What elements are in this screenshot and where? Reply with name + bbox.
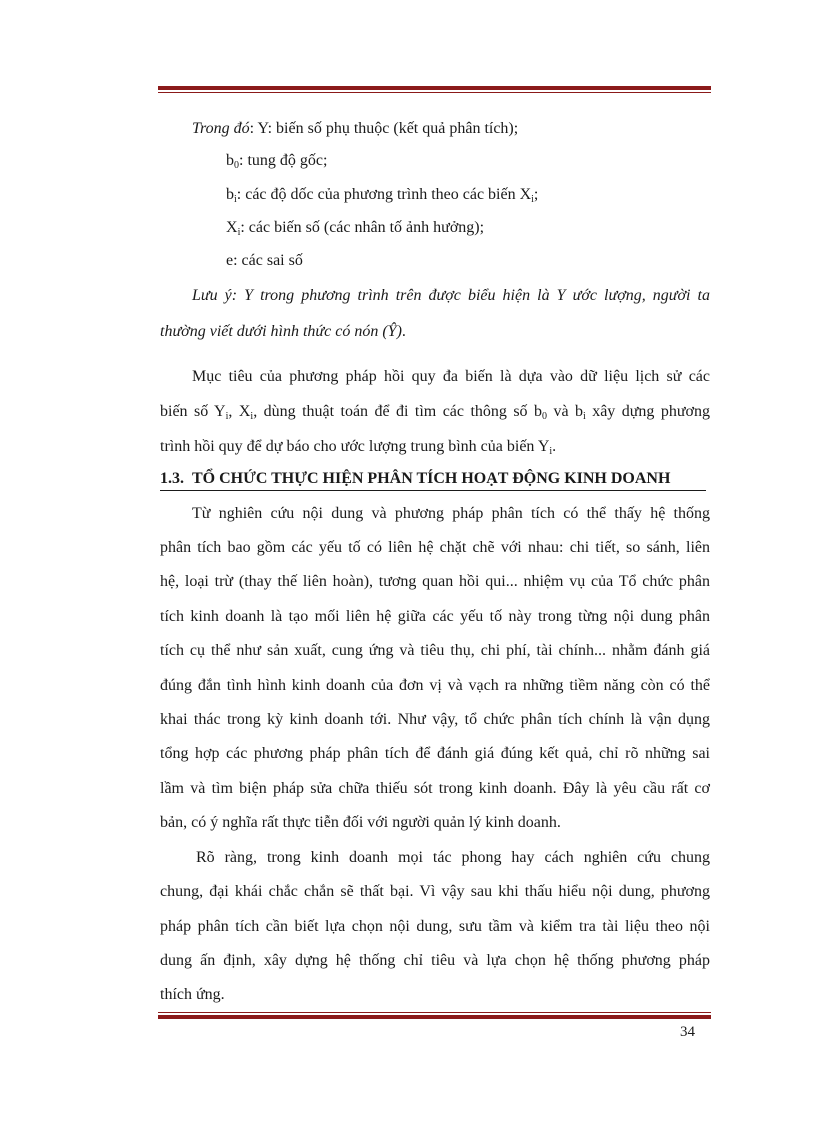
paragraph-2-line: tích cụ thể như sản xuất, cung ứng và tiêu thụ, chi phí, tài chính... nhằm đánh giá — [160, 642, 710, 659]
note-line-2: thường viết dưới hình thức có nón (Ŷ). — [160, 323, 406, 340]
paragraph-2-line: hệ, loại trừ (thay thế liên hoàn), tương quan hồi qui... nhiệm vụ của Tổ chức phân — [160, 573, 710, 590]
paragraph-3-line: Rõ ràng, trong kinh doanh mọi tác phong hay cách nghiên cứu chung — [196, 849, 710, 866]
paragraph-3-line: pháp phân tích cần biết lựa chọn nội dung, sưu tầm và kiểm tra tài liệu theo nội — [160, 918, 710, 935]
paragraph-2-line: tích kinh doanh là tạo mối liên hệ giữa các yếu tố này trong từng nội dung phân — [160, 608, 710, 625]
section-number: 1.3. — [160, 470, 184, 487]
paragraph-1-line-3: trình hồi quy để dự báo cho ước lượng trung bình của biến $Y_i$. — [160, 438, 557, 457]
y-hat-symbol: (Ŷ) — [382, 323, 402, 340]
paragraph-2-line: đúng đắn tình hình kinh doanh của đơn vị và vạch ra những tiềm năng còn có thể — [160, 677, 710, 694]
section-heading — [160, 468, 706, 491]
footer-rule — [158, 1012, 711, 1019]
paragraph-2-line: phân tích bao gồm các yếu tố có liên hệ chặt chẽ với nhau: chi tiết, so sánh, liên — [160, 539, 710, 556]
definition-y: Trong đó: Y: biến số phụ thuộc (kết quả phân tích); — [192, 120, 519, 137]
definition-e: e: các sai số — [226, 252, 303, 269]
definition-b0: $b_0$: tung độ gốc; — [226, 152, 328, 171]
definition-xi: $X_i$: các biến số (các nhân tố ảnh hưởng); — [226, 219, 485, 238]
paragraph-3-line: thích ứng. — [160, 986, 225, 1003]
paragraph-2-line: khai thác trong kỳ kinh doanh tới. Như vậy, tổ chức phân tích chính là vận dụng — [160, 711, 710, 728]
paragraph-2-line: bản, có ý nghĩa rất thực tiễn đối với người quản lý kinh doanh. — [160, 814, 561, 831]
note-line-1: Lưu ý: Y trong phương trình trên được biểu hiện là Y ước lượng, người ta — [192, 287, 710, 304]
paragraph-1-line-1: Mục tiêu của phương pháp hồi quy đa biến là dựa vào dữ liệu lịch sử các — [192, 368, 710, 385]
paragraph-2-line: tổng hợp các phương pháp phân tích để đánh giá đúng kết quả, chỉ rõ những sai — [160, 745, 710, 762]
paragraph-3-line: chung, đại khái chắc chắn sẽ thất bại. Vì vậy sau khi thấu hiểu nội dung, phương — [160, 883, 710, 900]
header-rule — [158, 86, 711, 93]
paragraph-1-line-2: biến số $Y_i$, $X_i$, dùng thuật toán để đi tìm các thông số $b_0$ và $b_i$ xây dựng phương — [160, 403, 710, 422]
page-number: 34 — [680, 1024, 695, 1040]
paragraph-2-line: lầm và tìm biện pháp sửa chữa thiếu sót trong kinh doanh. Đây là yêu cầu rất cơ — [160, 780, 710, 797]
paragraph-2-line: Từ nghiên cứu nội dung và phương pháp phân tích có thể thấy hệ thống — [192, 505, 710, 522]
paragraph-3-line: dung ấn định, xây dựng hệ thống chỉ tiêu và lựa chọn hệ thống phương pháp — [160, 952, 710, 969]
definition-bi: $b_i$: các độ dốc của phương trình theo các biến $X_i$; — [226, 186, 539, 205]
section-title: TỔ CHỨC THỰC HIỆN PHÂN TÍCH HOẠT ĐỘNG KINH DOANH — [192, 470, 671, 487]
